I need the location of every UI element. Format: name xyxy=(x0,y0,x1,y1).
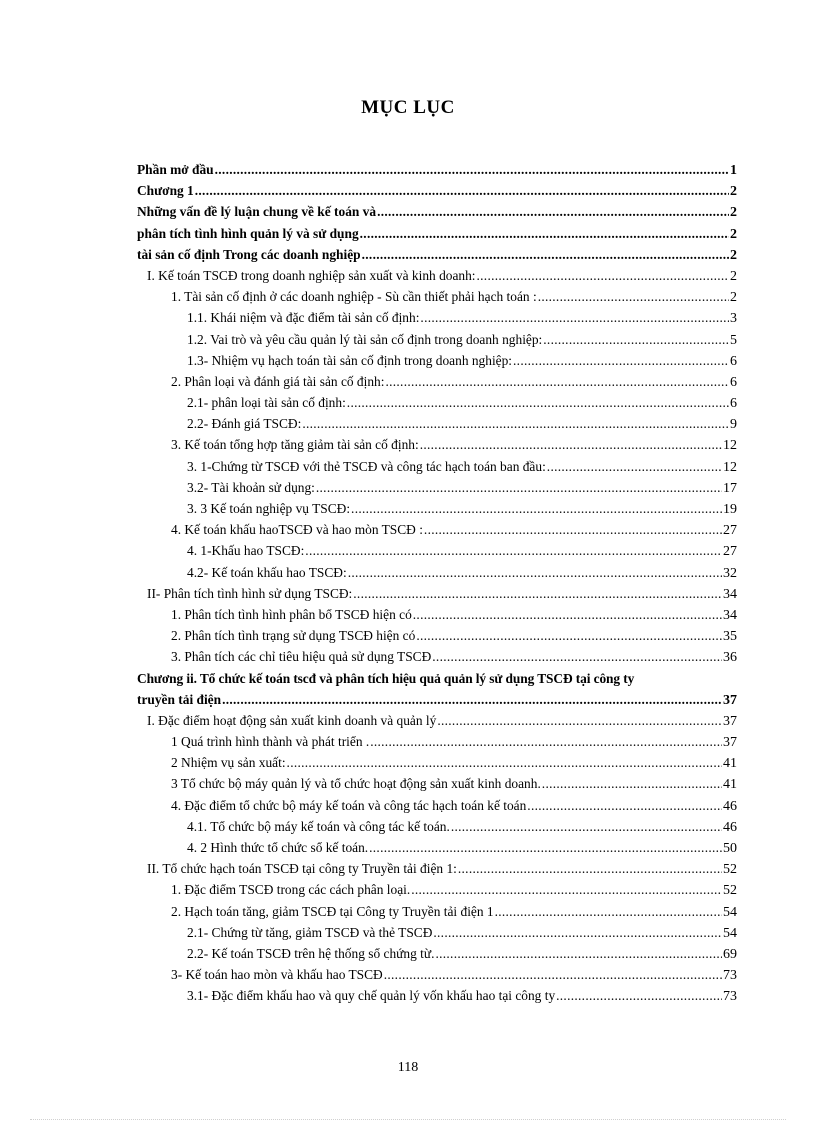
toc-entry-page: 6 xyxy=(730,353,737,369)
toc-entry-title: phân tích tình hình quản lý và sử dụng xyxy=(137,225,359,241)
toc-entry-title: 2. Phân loại và đánh giá tài sản cố định: xyxy=(171,373,385,389)
toc-entry xyxy=(137,798,737,819)
toc-entry-page: 37 xyxy=(723,735,737,751)
toc-entry-title: 2. Hạch toán tăng, giảm TSCĐ tại Công ty Truyền tải điện 1 xyxy=(171,903,494,919)
toc-entry xyxy=(137,586,737,607)
toc-entry xyxy=(137,289,737,310)
toc-entry-title: Chương 1 xyxy=(137,183,194,199)
toc-dot-leader xyxy=(348,565,722,581)
toc-entry xyxy=(137,904,737,925)
toc-entry xyxy=(137,416,737,437)
toc-entry-page: 52 xyxy=(723,883,737,899)
toc-dot-leader xyxy=(556,988,722,1004)
toc-entry xyxy=(137,565,737,586)
toc-dot-leader xyxy=(377,204,729,220)
toc-entry xyxy=(137,480,737,501)
toc-entry-title: 3. 3 Kế toán nghiệp vụ TSCĐ: xyxy=(187,501,351,516)
toc-entry xyxy=(137,967,737,988)
toc-dot-leader xyxy=(302,416,729,432)
toc-entry xyxy=(137,755,737,776)
toc-entry-page: 46 xyxy=(723,819,737,835)
toc-entry-page: 2 xyxy=(730,226,737,242)
toc-entry xyxy=(137,353,737,374)
toc-entry-title: 3.1- Đặc điểm khấu hao và quy chế quản lý vốn khấu hao tại công ty xyxy=(187,988,556,1004)
toc-entry-page: 17 xyxy=(723,480,737,496)
toc-entry xyxy=(137,204,737,225)
toc-dot-leader xyxy=(542,776,722,792)
toc-entry-page: 41 xyxy=(723,756,737,772)
table-of-contents xyxy=(137,162,737,1010)
toc-entry xyxy=(137,692,737,713)
toc-entry-title: 1. Phân tích tình hình phân bổ TSCĐ hiện có xyxy=(171,606,412,622)
toc-dot-leader xyxy=(420,310,729,326)
toc-dot-leader xyxy=(543,332,729,348)
toc-entry-title: 3. Kế toán tổng hợp tăng giảm tài sản cố định: xyxy=(171,437,419,453)
toc-entry-page: 32 xyxy=(723,565,737,581)
toc-entry xyxy=(137,649,737,670)
toc-dot-leader xyxy=(351,501,722,517)
toc-dot-leader xyxy=(547,459,722,475)
toc-entry-page: 27 xyxy=(723,523,737,539)
toc-entry-title: 1.2. Vai trò và yêu cầu quản lý tài sản cố định trong doanh nghiệp: xyxy=(187,331,543,347)
toc-entry xyxy=(137,374,737,395)
toc-entry-page: 2 xyxy=(730,290,737,306)
toc-entry xyxy=(137,162,737,183)
toc-entry-page: 41 xyxy=(723,777,737,793)
toc-entry-title: 3- Kế toán hao mòn và khấu hao TSCĐ xyxy=(171,967,383,983)
toc-dot-leader xyxy=(495,904,722,920)
toc-dot-leader xyxy=(538,289,729,305)
toc-dot-leader xyxy=(432,649,722,665)
toc-entry xyxy=(137,840,737,861)
toc-entry-title: 4. Kế toán khấu haoTSCĐ và hao mòn TSCĐ : xyxy=(171,522,423,538)
toc-entry xyxy=(137,522,737,543)
toc-entry xyxy=(137,671,737,692)
toc-entry-page: 2 xyxy=(730,247,737,263)
toc-dot-leader xyxy=(424,522,722,538)
toc-entry-page: 6 xyxy=(730,374,737,390)
toc-entry-title: 2. Phân tích tình trạng sử dụng TSCĐ hiện có xyxy=(171,628,416,644)
toc-entry xyxy=(137,395,737,416)
toc-dot-leader xyxy=(477,268,729,284)
toc-dot-leader xyxy=(420,437,722,453)
toc-entry-title: 3. Phân tích các chỉ tiêu hiệu quả sử dụng TSCĐ xyxy=(171,649,432,665)
toc-dot-leader xyxy=(416,628,722,644)
toc-dot-leader xyxy=(458,861,722,877)
toc-entry-title: tài sản cố định Trong các doanh nghiệp xyxy=(137,246,361,262)
toc-dot-leader xyxy=(513,353,729,369)
toc-entry-page: 2 xyxy=(730,268,737,284)
toc-dot-leader xyxy=(437,713,722,729)
toc-entry-title: 1 Quá trình hình thành và phát triển . xyxy=(171,734,370,750)
toc-dot-leader xyxy=(215,162,729,178)
toc-entry-title: 4.2- Kế toán khấu hao TSCĐ: xyxy=(187,564,347,580)
toc-entry-page: 12 xyxy=(723,438,737,454)
page-bottom-border xyxy=(30,1119,786,1120)
toc-entry-title: 2.1- phân loại tài sản cố định: xyxy=(187,395,346,411)
toc-dot-leader xyxy=(347,395,729,411)
toc-entry-title: II- Phân tích tình hình sử dụng TSCĐ: xyxy=(147,585,353,601)
toc-entry-title: 1.1. Khái niệm và đặc điểm tài sản cố định: xyxy=(187,310,420,326)
toc-dot-leader xyxy=(362,247,729,263)
toc-entry-title: Phần mở đầu xyxy=(137,162,214,177)
toc-dot-leader xyxy=(384,967,722,983)
toc-dot-leader xyxy=(222,692,722,708)
toc-entry-title: truyền tải điện xyxy=(137,691,222,707)
toc-entry xyxy=(137,713,737,734)
toc-entry-title: 4. 1-Khấu hao TSCĐ: xyxy=(187,543,305,559)
toc-dot-leader xyxy=(435,946,722,962)
toc-dot-leader xyxy=(411,882,722,898)
toc-entry-page: 54 xyxy=(723,904,737,920)
toc-entry-title: 3.2- Tài khoản sử dụng: xyxy=(187,479,315,495)
toc-dot-leader xyxy=(527,798,722,814)
toc-entry xyxy=(137,819,737,840)
toc-entry-title: 2 Nhiệm vụ sản xuất: xyxy=(171,755,286,771)
toc-entry-page: 36 xyxy=(723,650,737,666)
toc-dot-leader xyxy=(195,183,729,199)
toc-dot-leader xyxy=(305,543,722,559)
toc-entry-page: 37 xyxy=(723,692,737,708)
toc-entry-page: 6 xyxy=(730,396,737,412)
toc-entry xyxy=(137,882,737,903)
toc-entry xyxy=(137,226,737,247)
toc-entry xyxy=(137,310,737,331)
toc-entry-page: 1 xyxy=(730,163,737,178)
toc-entry xyxy=(137,734,737,755)
toc-entry xyxy=(137,459,737,480)
toc-entry-title: 2.1- Chứng từ tăng, giảm TSCĐ và thẻ TSCĐ xyxy=(187,924,433,940)
toc-dot-leader xyxy=(433,925,722,941)
toc-entry-page: 54 xyxy=(723,925,737,941)
toc-entry-title: 2.2- Đánh giá TSCĐ: xyxy=(187,416,302,432)
toc-entry-title: Chương ii. Tổ chức kế toán tscđ và phân tích hiệu quả quản lý sử dụng TSCĐ tại công ty xyxy=(137,670,635,686)
toc-dot-leader xyxy=(385,374,729,390)
toc-entry-title: 1. Tài sản cố định ở các doanh nghiệp - Sù cần thiết phải hạch toán : xyxy=(171,289,537,305)
toc-entry-title: 2.2- Kế toán TSCĐ trên hệ thống sổ chứng từ. xyxy=(187,945,435,961)
toc-entry-title: Những vấn đề lý luận chung về kế toán và xyxy=(137,204,377,220)
toc-entry-title: 1.3- Nhiệm vụ hạch toán tài sản cố định trong doanh nghiệp: xyxy=(187,352,513,368)
toc-entry xyxy=(137,332,737,353)
toc-entry xyxy=(137,437,737,458)
toc-entry xyxy=(137,861,737,882)
toc-entry-title: 4. Đặc điểm tổ chức bộ máy kế toán và công tác hạch toán kế toán xyxy=(171,797,527,813)
toc-entry-page: 46 xyxy=(723,798,737,814)
toc-entry-page: 34 xyxy=(723,586,737,602)
toc-entry-page: 5 xyxy=(730,332,737,348)
toc-entry-title: 3. 1-Chứng từ TSCĐ với thẻ TSCĐ và công tác hạch toán ban đầu: xyxy=(187,458,546,474)
toc-dot-leader xyxy=(353,586,722,602)
toc-entry-title: 1. Đặc điểm TSCĐ trong các cách phân loại. xyxy=(171,882,411,898)
toc-entry xyxy=(137,247,737,268)
toc-dot-leader xyxy=(369,840,722,856)
toc-entry-title: I. Kế toán TSCĐ trong doanh nghiệp sản xuất và kinh doanh: xyxy=(147,267,476,283)
toc-entry xyxy=(137,543,737,564)
toc-entry-title: 3 Tổ chức bộ máy quản lý và tổ chức hoạt động sản xuất kinh doanh. xyxy=(171,776,541,792)
toc-entry-page: 73 xyxy=(723,968,737,984)
toc-entry-page: 3 xyxy=(730,311,737,327)
toc-entry-page: 52 xyxy=(723,862,737,878)
toc-entry-page: 35 xyxy=(723,629,737,645)
toc-dot-leader xyxy=(451,819,722,835)
toc-entry xyxy=(137,925,737,946)
toc-entry-page: 73 xyxy=(723,989,737,1005)
toc-entry-title: II. Tổ chức hạch toán TSCĐ tại công ty Truyền tải điện 1: xyxy=(147,861,457,877)
toc-entry-page: 2 xyxy=(730,184,737,200)
toc-entry-page: 2 xyxy=(730,205,737,221)
toc-entry-page: 12 xyxy=(723,459,737,475)
toc-entry-title: 4.1. Tổ chức bộ máy kế toán và công tác kế toán. xyxy=(187,818,450,834)
toc-entry xyxy=(137,183,737,204)
toc-dot-leader xyxy=(413,607,722,623)
toc-entry-page: 19 xyxy=(723,502,737,517)
toc-dot-leader xyxy=(316,480,722,496)
page-title: MỤC LỤC xyxy=(361,97,455,118)
toc-entry xyxy=(137,268,737,289)
toc-entry-page: 34 xyxy=(723,607,737,623)
toc-entry-page: 9 xyxy=(730,417,737,433)
toc-entry-page: 50 xyxy=(723,841,737,856)
toc-entry xyxy=(137,988,737,1009)
toc-entry xyxy=(137,776,737,797)
toc-entry-title: 4. 2 Hình thức tổ chức sổ kế toán. xyxy=(187,840,369,855)
toc-dot-leader xyxy=(370,734,722,750)
toc-entry xyxy=(137,501,737,522)
toc-entry-page: 69 xyxy=(723,946,737,962)
toc-entry xyxy=(137,628,737,649)
toc-entry xyxy=(137,946,737,967)
page-number: 118 xyxy=(397,1060,419,1075)
toc-dot-leader xyxy=(287,755,722,771)
toc-entry-title: I. Đặc điểm hoạt động sản xuất kinh doanh và quản lý xyxy=(147,712,437,728)
toc-entry-page: 27 xyxy=(723,544,737,560)
toc-dot-leader xyxy=(360,226,729,242)
toc-entry-page: 37 xyxy=(723,713,737,729)
toc-entry xyxy=(137,607,737,628)
